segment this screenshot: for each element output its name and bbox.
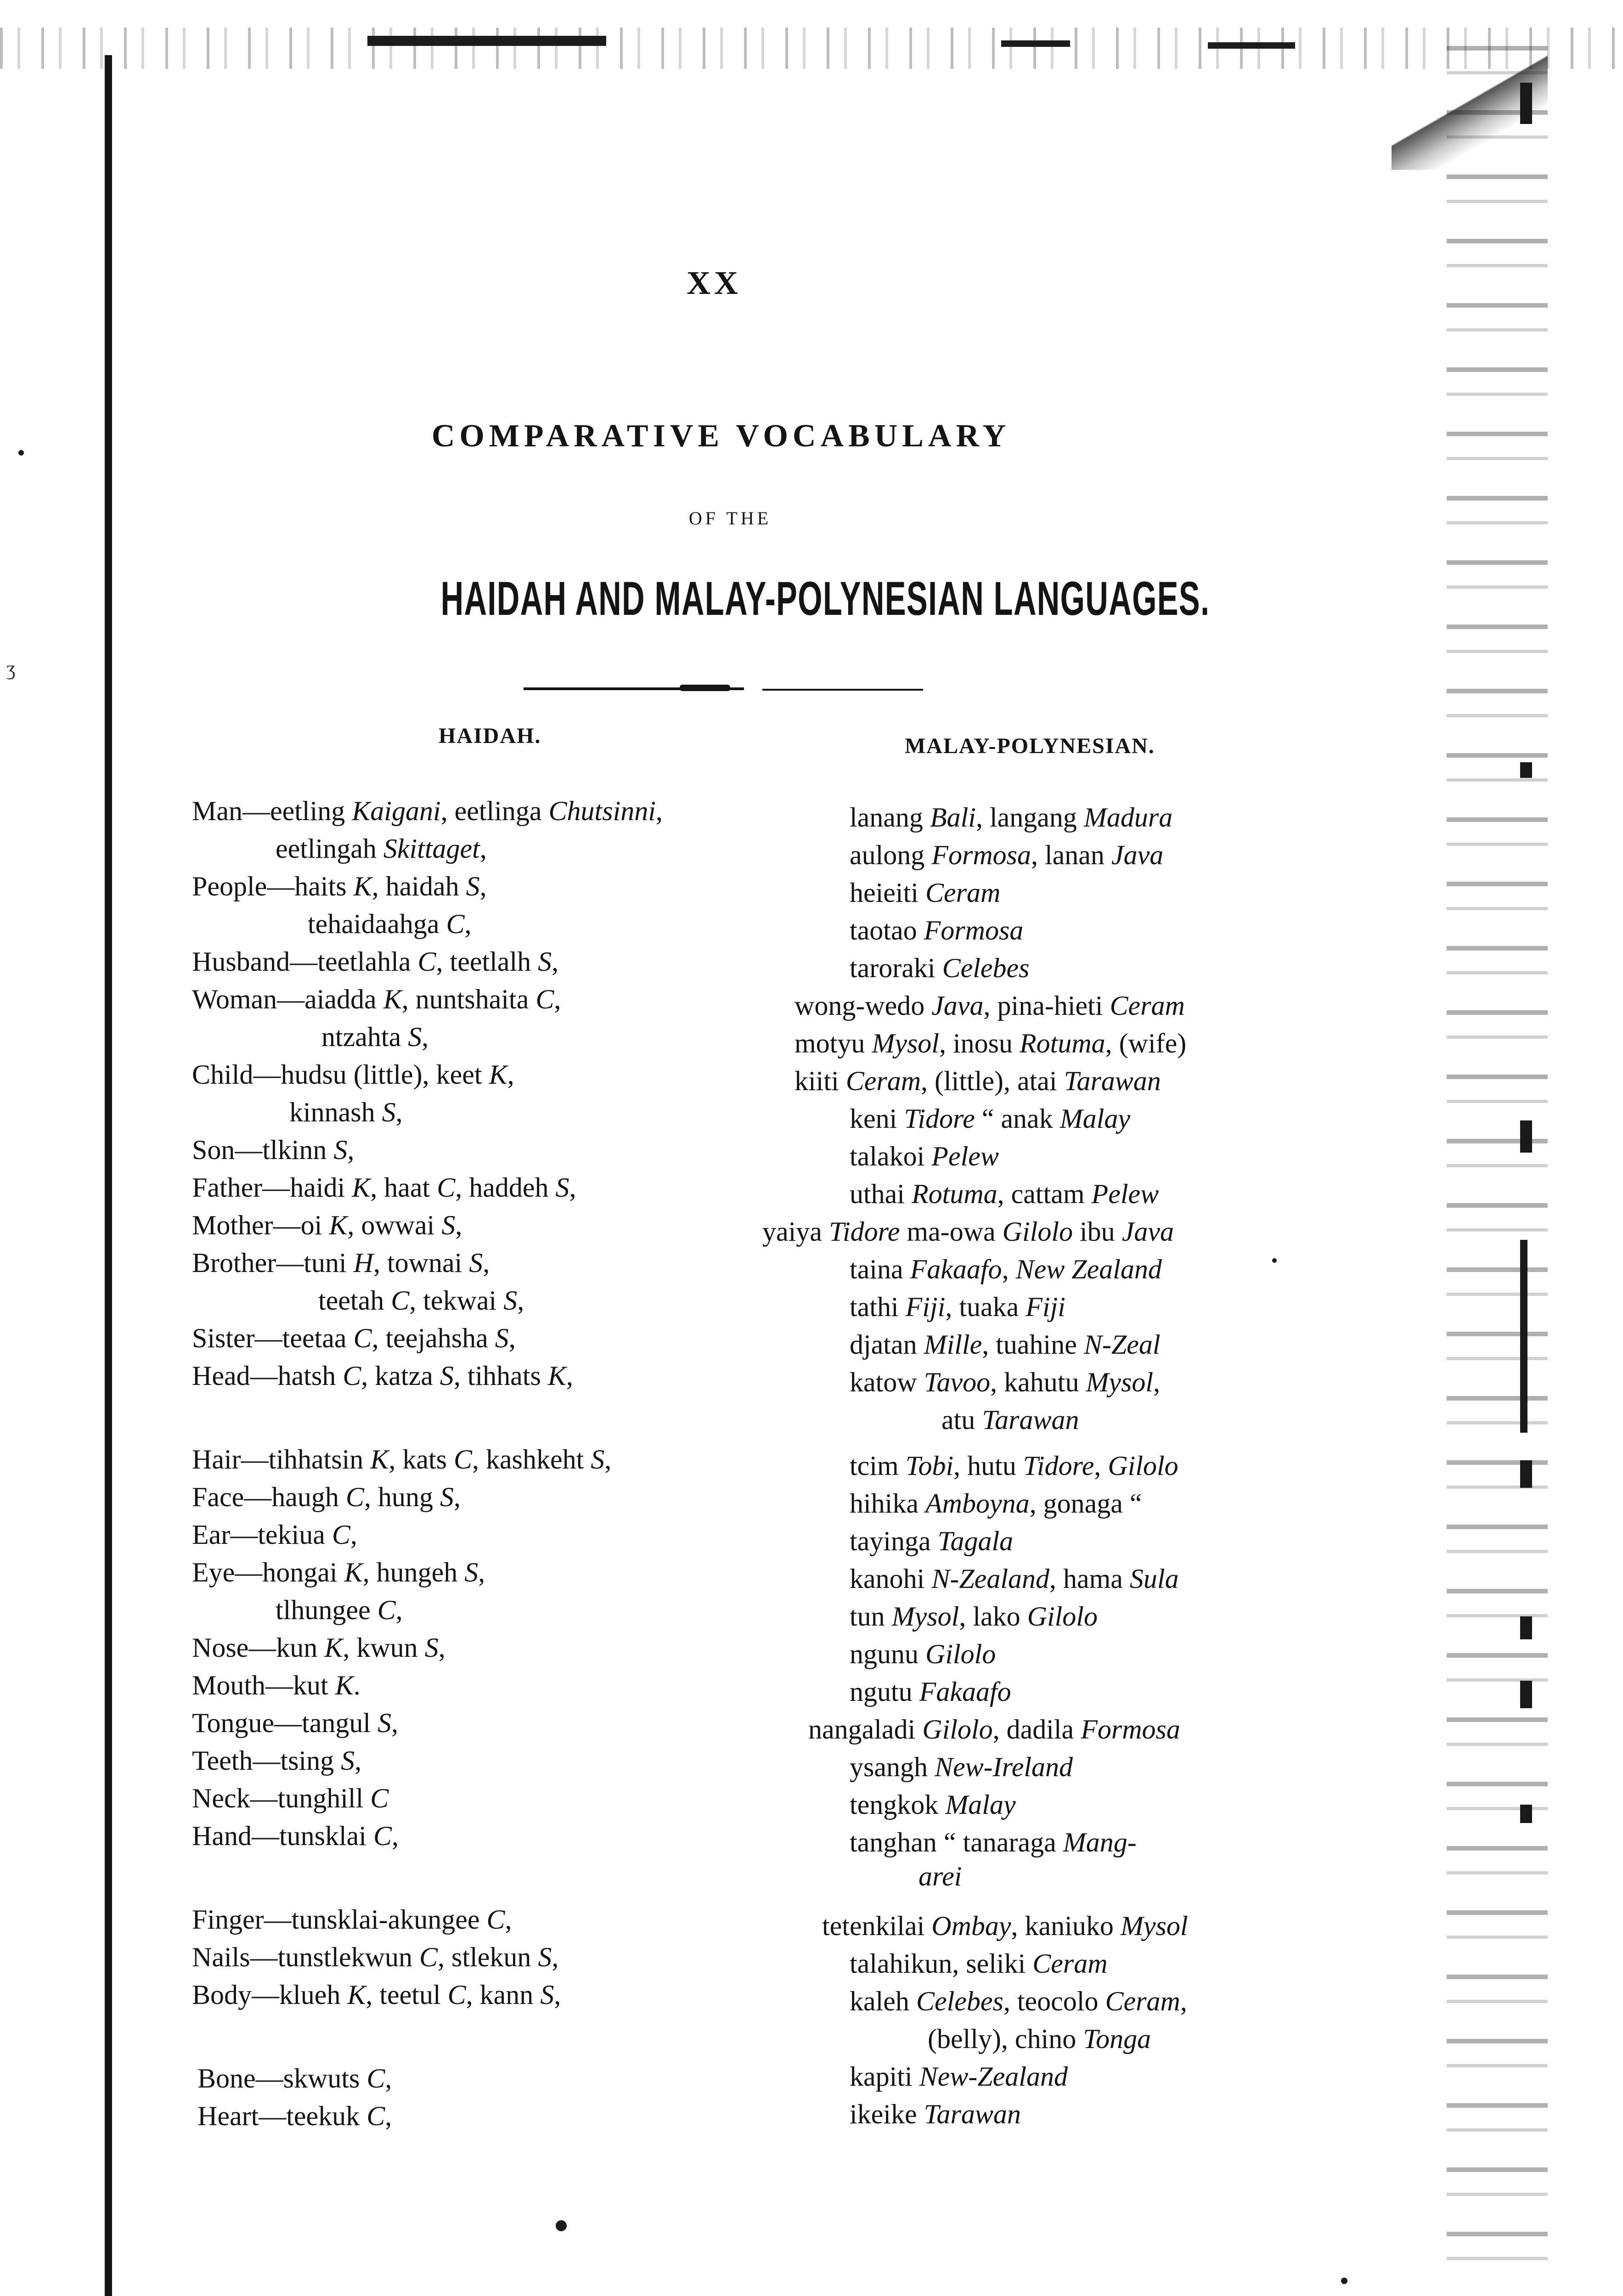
column-head-malay-polynesian: MALAY-POLYNESIAN. xyxy=(905,734,1155,758)
scan-mark xyxy=(1520,1240,1527,1433)
malay-polynesian-entry-line: heieiti Ceram xyxy=(850,878,1001,908)
ornamental-rule-knot xyxy=(680,685,730,691)
title-of-the: OF THE xyxy=(688,508,772,529)
malay-polynesian-entry-line: kiiti Ceram, (little), atai Tarawan xyxy=(795,1066,1161,1096)
haidah-entry-line: Sister—teetaa C, teejahsha S, xyxy=(192,1323,516,1353)
haidah-entry-line: Neck—tunghill C xyxy=(192,1783,389,1813)
malay-polynesian-entry-line: (belly), chino Tonga xyxy=(928,2024,1151,2054)
haidah-entry-line: ntzahta S, xyxy=(321,1022,429,1052)
haidah-entry-line: Mother—oi K, owwai S, xyxy=(192,1210,462,1240)
haidah-entry-line: Bone—skwuts C, xyxy=(197,2063,392,2093)
malay-polynesian-entry-line: katow Tavoo, kahutu Mysol, xyxy=(850,1367,1161,1397)
haidah-entry-line: Child—hudsu (little), keet K, xyxy=(192,1059,514,1090)
scan-mark xyxy=(1520,762,1532,778)
title-comparative-vocabulary: COMPARATIVE VOCABULARY xyxy=(431,418,1011,454)
malay-polynesian-entry-line: tathi Fiji, tuaka Fiji xyxy=(850,1292,1065,1322)
malay-polynesian-entry-line: lanang Bali, langang Madura xyxy=(850,802,1173,833)
malay-polynesian-entry-line: tanghan “ tanaraga Mang- xyxy=(850,1827,1137,1857)
haidah-entry-line: Son—tlkinn S, xyxy=(192,1135,355,1165)
malay-polynesian-entry-line: tun Mysol, lako Gilolo xyxy=(850,1601,1098,1632)
haidah-entry-line: Man—eetling Kaigani, eetlinga Chutsinni, xyxy=(192,796,663,826)
haidah-entry-line: Nails—tunstlekwun C, stlekun S, xyxy=(192,1942,559,1972)
malay-polynesian-entry-line: talakoi Pelew xyxy=(850,1141,999,1171)
malay-polynesian-entry-line: talahikun, seliki Ceram xyxy=(850,1948,1108,1979)
scan-mark xyxy=(1520,83,1532,124)
scan-noise-top xyxy=(0,28,1623,69)
ink-speck xyxy=(1341,2278,1347,2284)
page-number: XX xyxy=(687,264,742,301)
ink-speck xyxy=(556,2220,567,2231)
malay-polynesian-entry-line: atu Tarawan xyxy=(941,1405,1079,1435)
scan-mark xyxy=(1520,1616,1532,1639)
ornamental-rule-thin xyxy=(762,689,923,691)
haidah-entry-line: Father—haidi K, haat C, haddeh S, xyxy=(192,1172,576,1203)
malay-polynesian-entry-line: ikeike Tarawan xyxy=(850,2099,1021,2129)
haidah-entry-line: Heart—teekuk C, xyxy=(197,2101,392,2131)
column-head-haidah: HAIDAH. xyxy=(439,724,541,748)
scan-bar xyxy=(1208,42,1295,49)
malay-polynesian-entry-line: tcim Tobi, hutu Tidore, Gilolo xyxy=(850,1451,1178,1481)
haidah-entry-line: teetah C, tekwai S, xyxy=(318,1285,524,1316)
haidah-entry-line: kinnash S, xyxy=(289,1097,403,1127)
malay-polynesian-entry-line: tengkok Malay xyxy=(850,1790,1016,1820)
malay-polynesian-entry-line: arei xyxy=(919,1861,962,1891)
haidah-entry-line: Tongue—tangul S, xyxy=(192,1708,399,1738)
haidah-entry-line: Face—haugh C, hung S, xyxy=(192,1482,461,1512)
malay-polynesian-entry-line: tayinga Tagala xyxy=(850,1526,1014,1556)
scan-mark xyxy=(1520,1460,1532,1488)
haidah-entry-line: Hand—tunsklai C, xyxy=(192,1821,399,1851)
malay-polynesian-entry-line: djatan Mille, tuahine N-Zeal xyxy=(850,1329,1161,1360)
scan-mark xyxy=(1520,1120,1532,1153)
malay-polynesian-entry-line: ysangh New-Ireland xyxy=(850,1752,1073,1782)
malay-polynesian-entry-line: taina Fakaafo, New Zealand xyxy=(850,1254,1162,1284)
haidah-entry-line: Brother—tuni H, townai S, xyxy=(192,1248,490,1278)
haidah-entry-line: tlhungee C, xyxy=(276,1595,403,1625)
malay-polynesian-entry-line: kanohi N-Zealand, hama Sula xyxy=(850,1564,1179,1594)
haidah-entry-line: Finger—tunsklai-akungee C, xyxy=(192,1904,512,1935)
ink-speck xyxy=(1272,1258,1277,1263)
scan-mark xyxy=(1520,1805,1532,1823)
haidah-entry-line: Husband—teetlahla C, teetlalh S, xyxy=(192,946,559,977)
haidah-entry-line: tehaidaahga C, xyxy=(308,909,472,939)
malay-polynesian-entry-line: tetenkilai Ombay, kaniuko Mysol xyxy=(822,1911,1188,1941)
haidah-entry-line: Mouth—kut K. xyxy=(192,1670,361,1700)
haidah-entry-line: Ear—tekiua C, xyxy=(192,1519,357,1550)
haidah-entry-line: People—haits K, haidah S, xyxy=(192,871,487,901)
haidah-entry-line: eetlingah Skittaget, xyxy=(276,833,487,864)
haidah-entry-line: Hair—tihhatsin K, kats C, kashkeht S, xyxy=(192,1444,612,1474)
scan-noise-right xyxy=(1447,46,1548,2296)
binding-edge-rule xyxy=(105,55,112,2296)
haidah-entry-line: Teeth—tsing S, xyxy=(192,1745,362,1776)
ink-speck xyxy=(18,450,24,456)
malay-polynesian-entry-line: wong-wedo Java, pina-hieti Ceram xyxy=(795,990,1185,1021)
malay-polynesian-entry-line: hihika Amboyna, gonaga “ xyxy=(850,1488,1142,1519)
scan-mark xyxy=(1520,1681,1532,1708)
margin-mark: ʒ xyxy=(6,657,16,680)
malay-polynesian-entry-line: nangaladi Gilolo, dadila Formosa xyxy=(808,1714,1180,1745)
malay-polynesian-entry-line: taroraki Celebes xyxy=(850,953,1030,983)
malay-polynesian-entry-line: kapiti New-Zealand xyxy=(850,2061,1068,2092)
malay-polynesian-entry-line: uthai Rotuma, cattam Pelew xyxy=(850,1179,1159,1209)
haidah-entry-line: Eye—hongai K, hungeh S, xyxy=(192,1557,485,1587)
haidah-entry-line: Nose—kun K, kwun S, xyxy=(192,1632,445,1663)
malay-polynesian-entry-line: ngunu Gilolo xyxy=(850,1639,996,1669)
haidah-entry-line: Body—klueh K, teetul C, kann S, xyxy=(192,1980,561,2010)
title-languages: HAIDAH AND MALAY-POLYNESIAN LANGUAGES. xyxy=(440,572,1210,625)
malay-polynesian-entry-line: taotao Formosa xyxy=(850,915,1024,945)
malay-polynesian-entry-line: kaleh Celebes, teocolo Ceram, xyxy=(850,1986,1187,2016)
scan-bar xyxy=(367,36,606,46)
haidah-entry-line: Head—hatsh C, katza S, tihhats K, xyxy=(192,1361,573,1391)
malay-polynesian-entry-line: aulong Formosa, lanan Java xyxy=(850,840,1164,870)
malay-polynesian-entry-line: keni Tidore “ anak Malay xyxy=(850,1103,1130,1134)
malay-polynesian-entry-line: motyu Mysol, inosu Rotuma, (wife) xyxy=(795,1028,1187,1058)
haidah-entry-line: Woman—aiadda K, nuntshaita C, xyxy=(192,984,561,1014)
malay-polynesian-entry-line: yaiya Tidore ma-owa Gilolo ibu Java xyxy=(762,1216,1174,1247)
scan-bar xyxy=(1001,40,1070,47)
malay-polynesian-entry-line: ngutu Fakaafo xyxy=(850,1677,1011,1707)
